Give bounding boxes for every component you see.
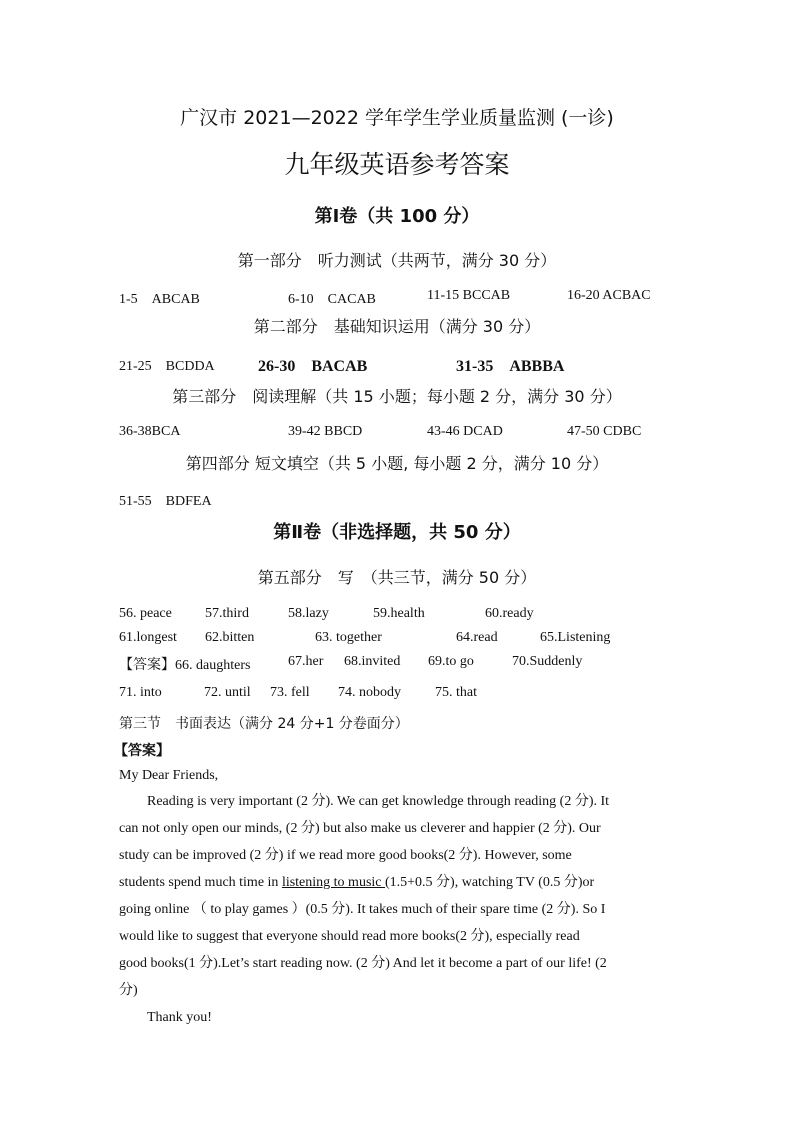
answer-71: 71. into <box>119 685 162 700</box>
essay-line: good books(1 分).Let’s start reading now. (2 分) And let it become a part of our life! (2 <box>119 956 607 971</box>
essay-line: going online （ to play games ）(0.5 分). It takes much of their spare time (2 分). So I <box>119 902 606 917</box>
answer-65: 65.Listening <box>540 630 611 645</box>
answer-67: 67.her <box>288 654 324 669</box>
answer-26-30: 26-30 BACAB <box>258 358 368 375</box>
underlined-text: listening to music <box>281 875 385 890</box>
essay-line: can not only open our minds, (2 分) but also make us cleverer and happier (2 分). Our <box>119 821 601 836</box>
essay-line: 分) <box>119 983 138 998</box>
part-4-heading: 第四部分 短文填空（共 5 小题, 每小题 2 分，满分 10 分） <box>185 454 609 473</box>
answer-51-55: 51-55 BDFEA <box>119 494 212 509</box>
answer-63: 63. together <box>315 630 382 645</box>
answer-75: 75. that <box>435 685 477 700</box>
answer-11-15: 11-15 BCCAB <box>427 288 511 303</box>
answer-74: 74. nobody <box>338 685 401 700</box>
document-subtitle: 九年级英语参考答案 <box>284 150 510 179</box>
answer-61: 61.longest <box>119 630 177 645</box>
answer-58: 58.lazy <box>288 606 329 621</box>
answer-21-25: 21-25 BCDDA <box>119 359 215 374</box>
answer-73: 73. fell <box>270 685 310 700</box>
essay-line: Reading is very important (2 分). We can get knowledge through reading (2 分). It <box>147 794 610 809</box>
answer-64: 64.read <box>456 630 498 645</box>
part-5-heading: 第五部分 写 （共三节，满分 50 分） <box>257 568 537 587</box>
answer-6-10: 6-10 CACAB <box>288 292 376 307</box>
answer-57: 57.third <box>205 606 249 621</box>
letter-closing: Thank you! <box>147 1010 212 1025</box>
section-3-heading: 第三节 书面表达（满分 24 分+1 分卷面分） <box>119 716 409 732</box>
answer-39-42: 39-42 BBCD <box>288 424 363 439</box>
volume-1-heading: 第Ⅰ卷（共 100 分） <box>314 206 480 227</box>
answer-43-46: 43-46 DCAD <box>427 424 503 439</box>
essay-body <box>119 788 679 1004</box>
answer-68: 68.invited <box>344 654 401 669</box>
essay-line: study can be improved (2 分) if we read more good books(2 分). However, some <box>119 848 572 863</box>
answer-1-5: 1-5 ABCAB <box>119 292 200 307</box>
answer-16-20: 16-20 ACBAC <box>567 288 651 303</box>
answer-60: 60.ready <box>485 606 534 621</box>
essay-line: would like to suggest that everyone should read more books(2 分), especially read <box>119 929 580 944</box>
answer-label: 【答案】 <box>114 743 170 759</box>
essay-text: (1.5+0.5 分), watching TV (0.5 分)or <box>385 875 595 890</box>
answer-69: 69.to go <box>428 654 474 669</box>
essay-text: students spend much time in <box>119 875 282 890</box>
part-3-heading: 第三部分 阅读理解（共 15 小题；每小题 2 分，满分 30 分） <box>172 387 622 406</box>
answer-66: 【答案】66. daughters <box>119 658 251 673</box>
answer-31-35: 31-35 ABBBA <box>456 358 565 375</box>
essay-line <box>119 869 679 896</box>
letter-greeting: My Dear Friends, <box>119 768 219 783</box>
answer-62: 62.bitten <box>205 630 255 645</box>
answer-56: 56. peace <box>119 606 172 621</box>
answer-72: 72. until <box>204 685 251 700</box>
answer-59: 59.health <box>373 606 425 621</box>
part-1-heading: 第一部分 听力测试（共两节，满分 30 分） <box>237 251 557 270</box>
document-title: 广汉市 2021—2022 学年学生学业质量监测 (一诊) <box>180 107 614 129</box>
answer-70: 70.Suddenly <box>512 654 583 669</box>
answer-47-50: 47-50 CDBC <box>567 424 642 439</box>
volume-2-heading: 第Ⅱ卷（非选择题，共 50 分） <box>273 522 521 543</box>
part-2-heading: 第二部分 基础知识运用（满分 30 分） <box>253 317 541 336</box>
answer-36-38: 36-38BCA <box>119 424 181 439</box>
